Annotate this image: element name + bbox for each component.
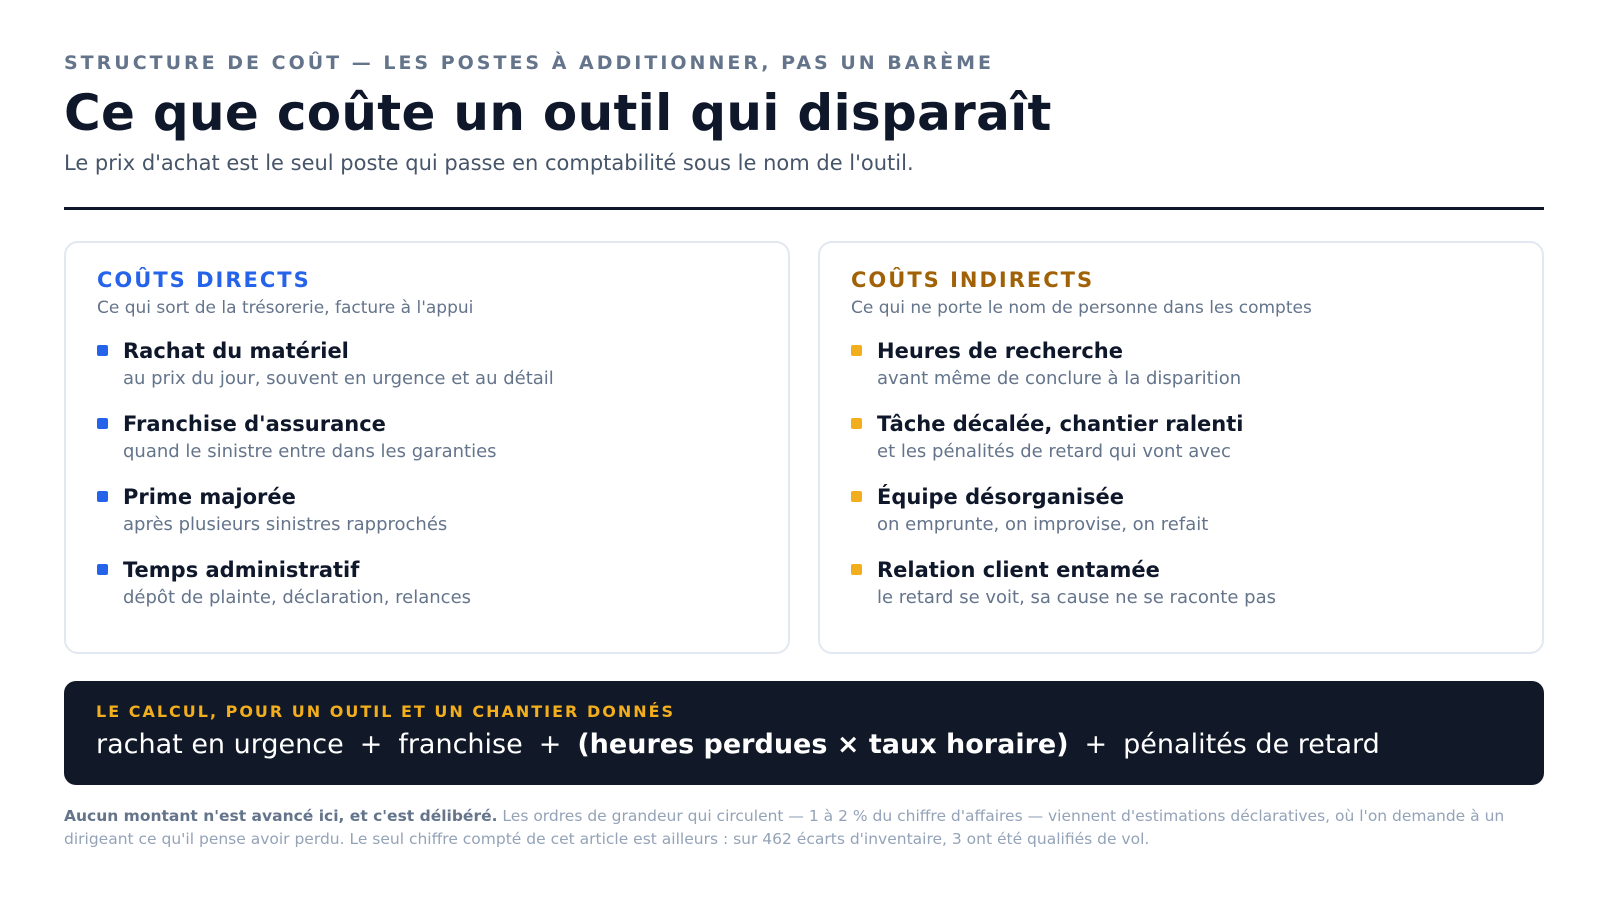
indirect-costs-list [851,338,1511,630]
item-description: après plusieurs sinistres rapprochés [123,514,448,535]
bullet-icon [97,345,108,356]
item-description: et les pénalités de retard qui vont avec [877,441,1231,462]
indirect-costs-subheading: Ce qui ne porte le nom de personne dans les comptes [851,298,1312,318]
item-title: Relation client entamée [877,558,1160,582]
item-title: Tâche décalée, chantier ralenti [877,412,1244,436]
formula-term: rachat en urgence [96,729,344,760]
footnote [64,805,1544,851]
item-description: on emprunte, on improvise, on refait [877,514,1209,535]
formula-term: franchise [398,729,523,760]
plus-operator: + [1084,729,1108,760]
item-title: Franchise d'assurance [123,412,386,436]
direct-costs-heading: COÛTS DIRECTS [97,268,311,292]
footnote-lead: Aucun montant n'est avancé ici, et c'est délibéré. [64,807,498,825]
direct-costs-card [64,241,790,654]
item-description: au prix du jour, souvent en urgence et au détail [123,368,554,389]
item-title: Heures de recherche [877,339,1124,363]
list-item [97,484,757,557]
item-title: Rachat du matériel [123,339,349,363]
item-title: Temps administratif [123,558,360,582]
direct-costs-subheading: Ce qui sort de la trésorerie, facture à l'appui [97,298,474,318]
plus-operator: + [538,729,562,760]
item-description: quand le sinistre entre dans les garanties [123,441,497,462]
page-subtitle: Le prix d'achat est le seul poste qui passe en comptabilité sous le nom de l'outil. [64,151,914,175]
bullet-icon [97,491,108,502]
bullet-icon [851,491,862,502]
item-title: Prime majorée [123,485,296,509]
bullet-icon [97,418,108,429]
bullet-icon [97,564,108,575]
list-item [851,484,1511,557]
bullet-icon [851,345,862,356]
calculation-formula [96,729,1380,760]
item-description: dépôt de plainte, déclaration, relances [123,587,472,608]
eyebrow: STRUCTURE DE COÛT — LES POSTES À ADDITIONNER, PAS UN BARÈME [64,52,994,74]
page-title: Ce que coûte un outil qui disparaît [64,84,1052,142]
list-item [97,557,757,630]
formula-term: (heures perdues × taux horaire) [577,729,1069,760]
footnote-text: Les ordres de grandeur qui circulent — 1 à 2 % du chiffre d'affaires — viennent d'estimations déclaratives, où l'on demande à un dirigeant ce qu'il pense avoir perdu. Le seul chiffre compté de cet article est ailleurs : sur 462 écarts d'inventaire, 3 ont été qualifiés de vol. [64,807,1505,848]
calculation-panel [64,681,1544,785]
plus-operator: + [359,729,383,760]
list-item [851,338,1511,411]
item-description: avant même de conclure à la disparition [877,368,1242,389]
list-item [97,411,757,484]
divider [64,207,1544,210]
indirect-costs-heading: COÛTS INDIRECTS [851,268,1095,292]
list-item [851,411,1511,484]
direct-costs-list [97,338,757,630]
bullet-icon [851,418,862,429]
indirect-costs-card [818,241,1544,654]
page [64,0,1544,900]
item-description: le retard se voit, sa cause ne se raconte pas [877,587,1276,608]
bullet-icon [851,564,862,575]
item-title: Équipe désorganisée [877,485,1125,509]
calculation-heading: LE CALCUL, POUR UN OUTIL ET UN CHANTIER DONNÉS [96,702,676,721]
list-item [851,557,1511,630]
formula-term: pénalités de retard [1123,729,1380,760]
list-item [97,338,757,411]
